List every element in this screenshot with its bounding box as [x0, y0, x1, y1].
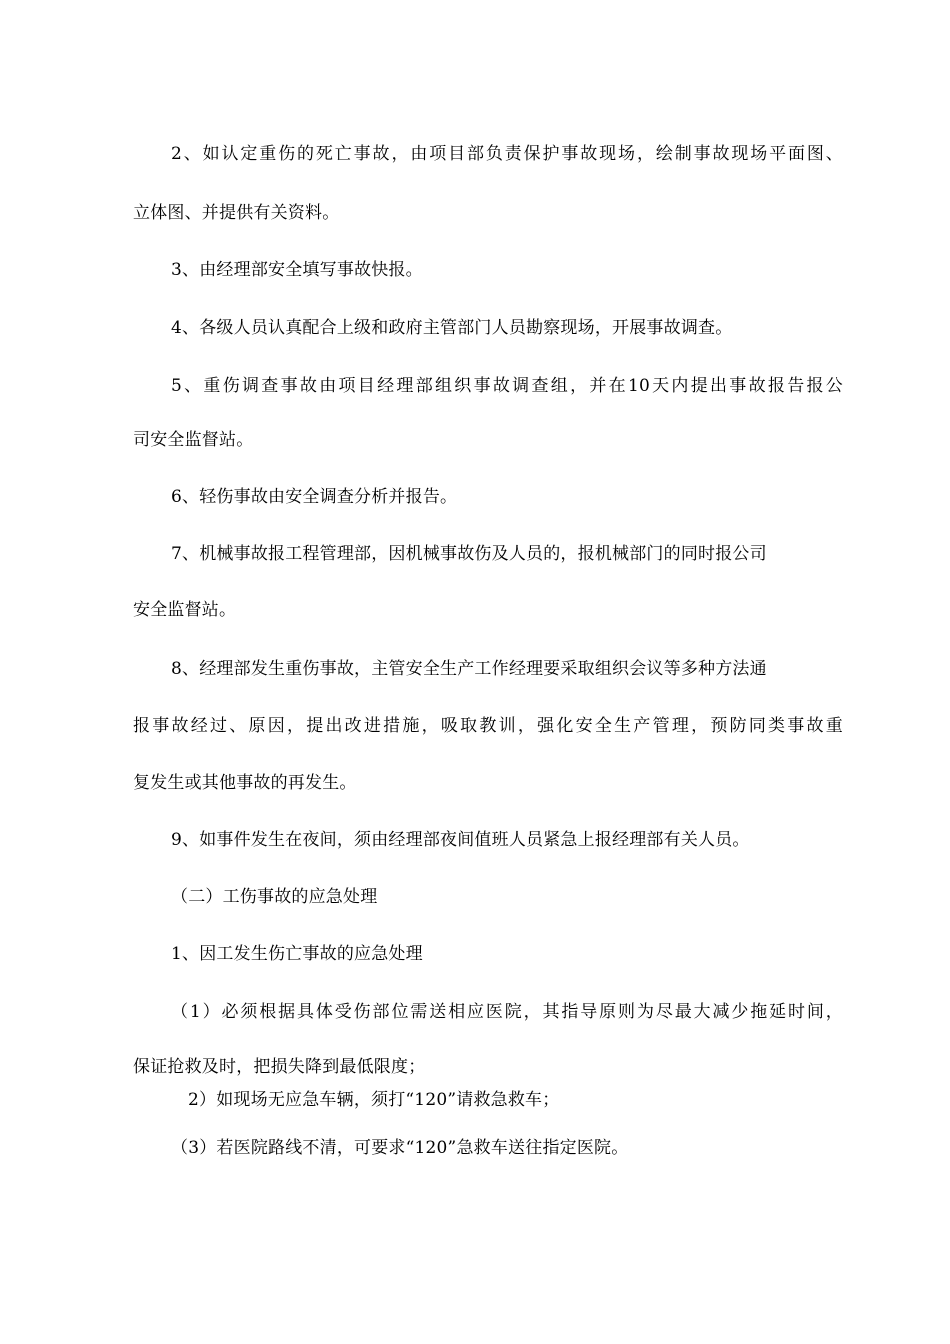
item-1-sub-3: （3）若医院路线不清，可要求“120”急救车送往指定医院。	[171, 1138, 629, 1158]
item-1-sub-2: 2）如现场无应急车辆，须打“120”请救急救车；	[188, 1090, 560, 1110]
paragraph-8-line-3: 复发生或其他事故的再发生。	[133, 773, 357, 793]
paragraph-6: 6、轻伤事故由安全调查分析并报告。	[171, 487, 458, 507]
paragraph-3: 3、由经理部安全填写事故快报。	[171, 260, 423, 280]
paragraph-5-line-2: 司安全监督站。	[133, 430, 254, 450]
item-1-sub-1-line-2: 保证抢救及时，把损失降到最低限度；	[133, 1057, 426, 1077]
paragraph-4: 4、各级人员认真配合上级和政府主管部门人员勘察现场，开展事故调查。	[171, 318, 733, 338]
item-1-heading: 1、因工发生伤亡事故的应急处理	[171, 944, 423, 964]
paragraph-5-line-1: 5、重伤调查事故由项目经理部组织事故调查组，并在10天内提出事故报告报公	[171, 376, 843, 396]
paragraph-2-line-1: 2、如认定重伤的死亡事故，由项目部负责保护事故现场，绘制事故现场平面图、	[171, 144, 843, 164]
paragraph-7-line-1: 7、机械事故报工程管理部，因机械事故伤及人员的，报机械部门的同时报公司	[171, 544, 767, 564]
paragraph-7-line-2: 安全监督站。	[133, 600, 237, 620]
paragraph-9: 9、如事件发生在夜间，须由经理部夜间值班人员紧急上报经理部有关人员。	[171, 830, 750, 850]
paragraph-8-line-2: 报事故经过、原因，提出改进措施，吸取教训，强化安全生产管理，预防同类事故重	[133, 716, 843, 736]
paragraph-8-line-1: 8、经理部发生重伤事故，主管安全生产工作经理要采取组织会议等多种方法通	[171, 659, 767, 679]
item-1-sub-1-line-1: （1）必须根据具体受伤部位需送相应医院，其指导原则为尽最大减少拖延时间，	[171, 1002, 843, 1022]
section-heading-2: （二）工伤事故的应急处理	[171, 887, 378, 907]
paragraph-2-line-2: 立体图、并提供有关资料。	[133, 203, 340, 223]
